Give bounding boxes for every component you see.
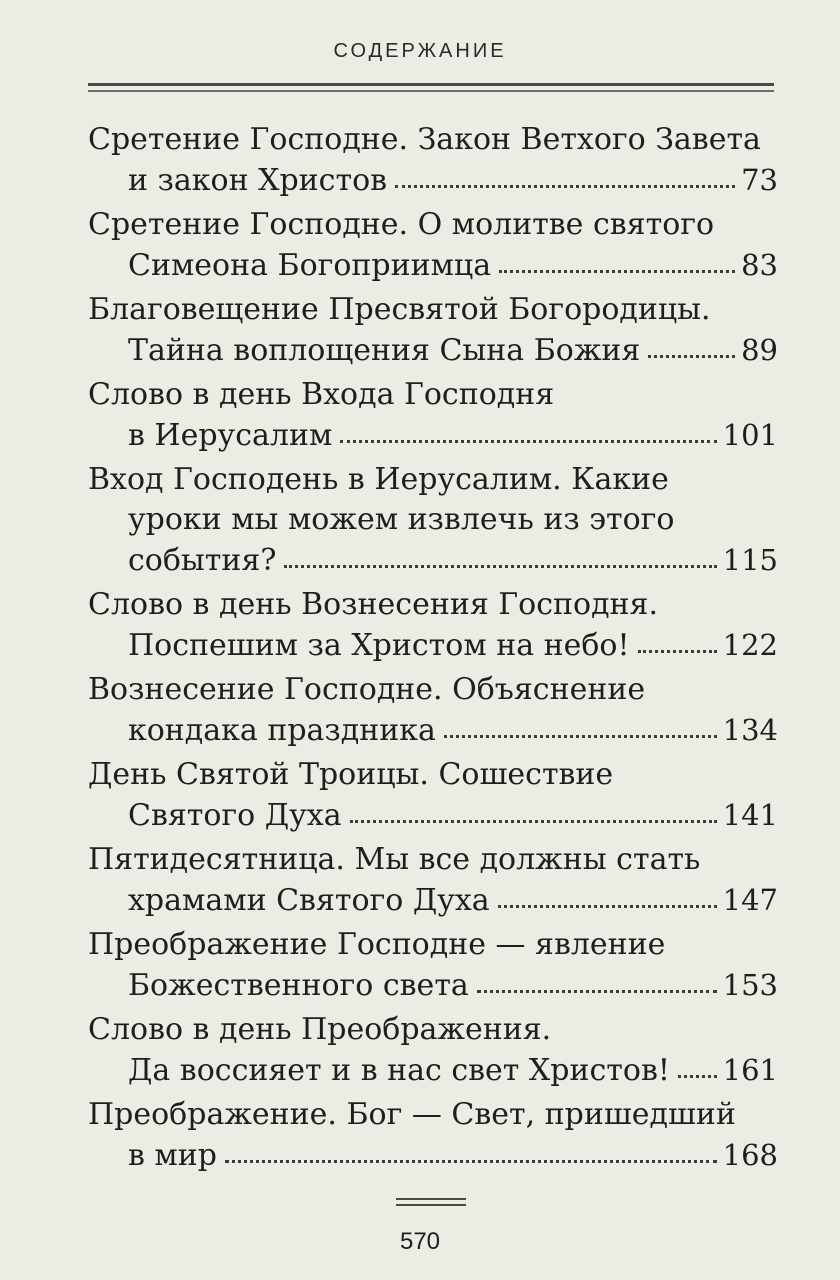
toc-entry-title-line: Преображение. Бог — Свет, пришедший — [88, 1097, 736, 1132]
toc-entry-title-line: кондака праздника — [128, 713, 436, 748]
toc-entry-title-line: Слово в день Входа Господня — [88, 377, 555, 412]
toc-entry-title-line: уроки мы можем извлечь из этого — [128, 502, 675, 537]
toc-entry-last-line — [128, 880, 778, 920]
dot-leader — [678, 1075, 717, 1078]
toc-entry-last-line — [128, 710, 778, 750]
toc-page-number: 147 — [722, 883, 778, 917]
toc-entry-title-line: события? — [128, 543, 277, 578]
toc-page-number: 101 — [722, 418, 778, 452]
toc-entry-title-line: Вознесение Господне. Объяснение — [88, 672, 646, 707]
toc-entry-title-line: в мир — [128, 1138, 217, 1173]
footer-rule — [396, 1198, 466, 1200]
toc-entry-title-line: Преображение Господне — явление — [88, 927, 666, 962]
toc-entry-title-line: храмами Святого Духа — [128, 883, 490, 918]
toc-page-number: 73 — [741, 163, 778, 197]
toc-page-number: 115 — [722, 543, 778, 577]
toc-page-number: 153 — [722, 968, 778, 1002]
dot-leader — [498, 905, 717, 908]
toc-entry-title-line: Поспешим за Христом на небо! — [128, 628, 630, 663]
toc-entry-title-line: Сретение Господне. О молитве святого — [88, 207, 715, 242]
toc-entry-last-line — [128, 160, 778, 200]
page-number: 570 — [399, 1228, 441, 1255]
toc-page-number: 89 — [741, 333, 778, 367]
toc-page-number: 122 — [722, 628, 778, 662]
toc-entry — [0, 120, 840, 200]
dot-leader — [395, 185, 735, 188]
footer-rule-thin — [396, 1204, 466, 1206]
toc-entry — [0, 375, 840, 455]
dot-leader — [638, 650, 717, 653]
toc-page-number: 161 — [722, 1053, 778, 1087]
dot-leader — [648, 355, 735, 358]
toc-entry — [0, 290, 840, 370]
toc-entry-last-line — [128, 540, 778, 580]
toc-entry-title-line: Сретение Господне. Закон Ветхого Завета — [88, 122, 761, 157]
dot-leader — [225, 1160, 717, 1163]
toc-entry — [0, 205, 840, 285]
dot-leader — [284, 565, 716, 568]
toc-entry-title-line: Тайна воплощения Сына Божия — [128, 333, 641, 368]
toc-entry-last-line — [128, 625, 778, 665]
toc-entry — [0, 670, 840, 750]
toc-page-number: 134 — [722, 713, 778, 747]
toc-page-number: 141 — [722, 798, 778, 832]
toc-entry-last-line — [128, 965, 778, 1005]
toc-entry-title-line: в Иерусалим — [128, 418, 333, 453]
toc-entry-title-line: Вход Господень в Иерусалим. Какие — [88, 462, 669, 497]
toc-entry — [0, 460, 840, 580]
toc-entry — [0, 925, 840, 1005]
toc-entry-last-line — [128, 1135, 778, 1175]
toc-entry-title-line: Благовещение Пресвятой Богородицы. — [88, 292, 711, 327]
toc-entry-last-line — [128, 1050, 778, 1090]
dot-leader — [477, 990, 717, 993]
toc-entry-title-line: Божественного света — [128, 968, 469, 1003]
toc-entry-last-line — [128, 795, 778, 835]
toc-entry-title-line: Святого Духа — [128, 798, 342, 833]
toc-page-number: 83 — [741, 248, 778, 282]
toc-entry-title-line: и закон Христов — [128, 163, 388, 198]
toc-entry-last-line — [128, 245, 778, 285]
toc-entry-title-line: Симеона Богоприимца — [128, 248, 492, 283]
toc-entry-title-line: Слово в день Вознесения Господня. — [88, 587, 659, 622]
dot-leader — [350, 820, 717, 823]
running-head: СОДЕРЖАНИЕ — [333, 40, 507, 62]
toc-entry-last-line — [128, 415, 778, 455]
dot-leader — [444, 735, 717, 738]
toc-entry-title-line: День Святой Троицы. Сошествие — [88, 757, 614, 792]
toc-entry-title-line: Слово в день Преображения. — [88, 1012, 552, 1047]
dot-leader — [499, 270, 735, 273]
toc-entry-title-line: Да воссияет и в нас свет Христов! — [128, 1053, 670, 1088]
dot-leader — [340, 440, 716, 443]
toc-entry — [0, 755, 840, 835]
toc-entry-last-line — [128, 330, 778, 370]
header-rule — [88, 83, 774, 86]
toc-entry — [0, 1010, 840, 1090]
header-rule-thin — [88, 90, 774, 92]
toc-entry-title-line: Пятидесятница. Мы все должны стать — [88, 842, 701, 877]
toc-entry — [0, 1095, 840, 1175]
toc-page-number: 168 — [722, 1138, 778, 1172]
toc-entry — [0, 840, 840, 920]
toc-entry — [0, 585, 840, 665]
